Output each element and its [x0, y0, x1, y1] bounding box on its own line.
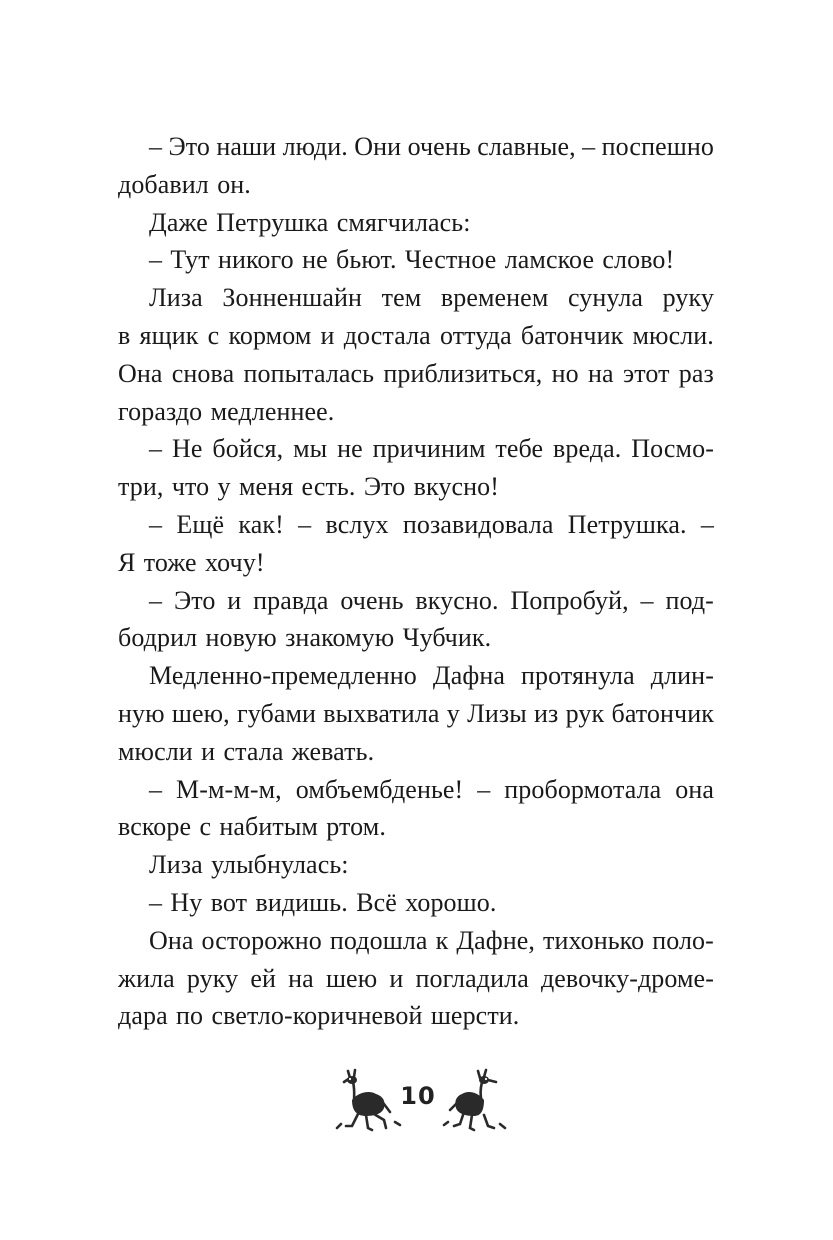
text-line: Медленно-премедленно Дафна протянула длин- [149, 661, 714, 691]
text-line: гораздо медленнее. [118, 396, 335, 426]
text-line: Лиза улыбнулась: [149, 850, 349, 880]
text-line: в ящик с кормом и достала оттуда батончик мюсли. [118, 320, 714, 350]
text-line: Она снова попыталась приблизиться, но на этот раз [118, 358, 714, 388]
text-line: ную шею, губами выхватила у Лизы из рук батончик [118, 698, 714, 728]
page-footer [0, 1068, 833, 1138]
text-line: Даже Петрушка смягчилась: [149, 207, 471, 237]
text-line: – Это наши люди. Они очень славные, – поспешно [149, 132, 714, 161]
text-line: Она осторожно подошла к Дафне, тихонько поло- [149, 925, 714, 955]
text-line: – Тут никого не бьют. Честное ламское слово! [149, 245, 675, 275]
text-line: – Ну вот видишь. Всё хорошо. [149, 887, 497, 917]
text-line: бодрил новую знакомую Чубчик. [118, 623, 492, 653]
text-line: – Не бойся, мы не причиним тебе вреда. Посмо- [149, 434, 714, 464]
text-line: дара по светло-коричневой шерсти. [118, 1001, 520, 1031]
book-text [118, 128, 714, 1035]
text-line: жила руку ей на шею и погладила девочку-дроме- [118, 963, 714, 993]
page-number: 10 [400, 1082, 436, 1110]
text-line: Я тоже хочу! [118, 547, 265, 577]
text-line: добавил он. [118, 169, 251, 199]
dancing-camel-icon [440, 1068, 516, 1138]
text-line: три, что у меня есть. Это вкусно! [118, 472, 499, 502]
text-line: – Ещё как! – вслух позавидовала Петрушка. – [149, 509, 714, 539]
text-line: вскоре с набитым ртом. [118, 812, 386, 842]
text-line: – Это и правда очень вкусно. Попробуй, – под- [149, 585, 714, 615]
text-line: – М-м-м-м, омбъембденье! – пробормотала она [149, 774, 714, 804]
text-line: Лиза Зонненшайн тем временем сунула руку [149, 283, 714, 313]
text-line: мюсли и стала жевать. [118, 736, 375, 766]
dancing-camel-icon [328, 1068, 404, 1138]
